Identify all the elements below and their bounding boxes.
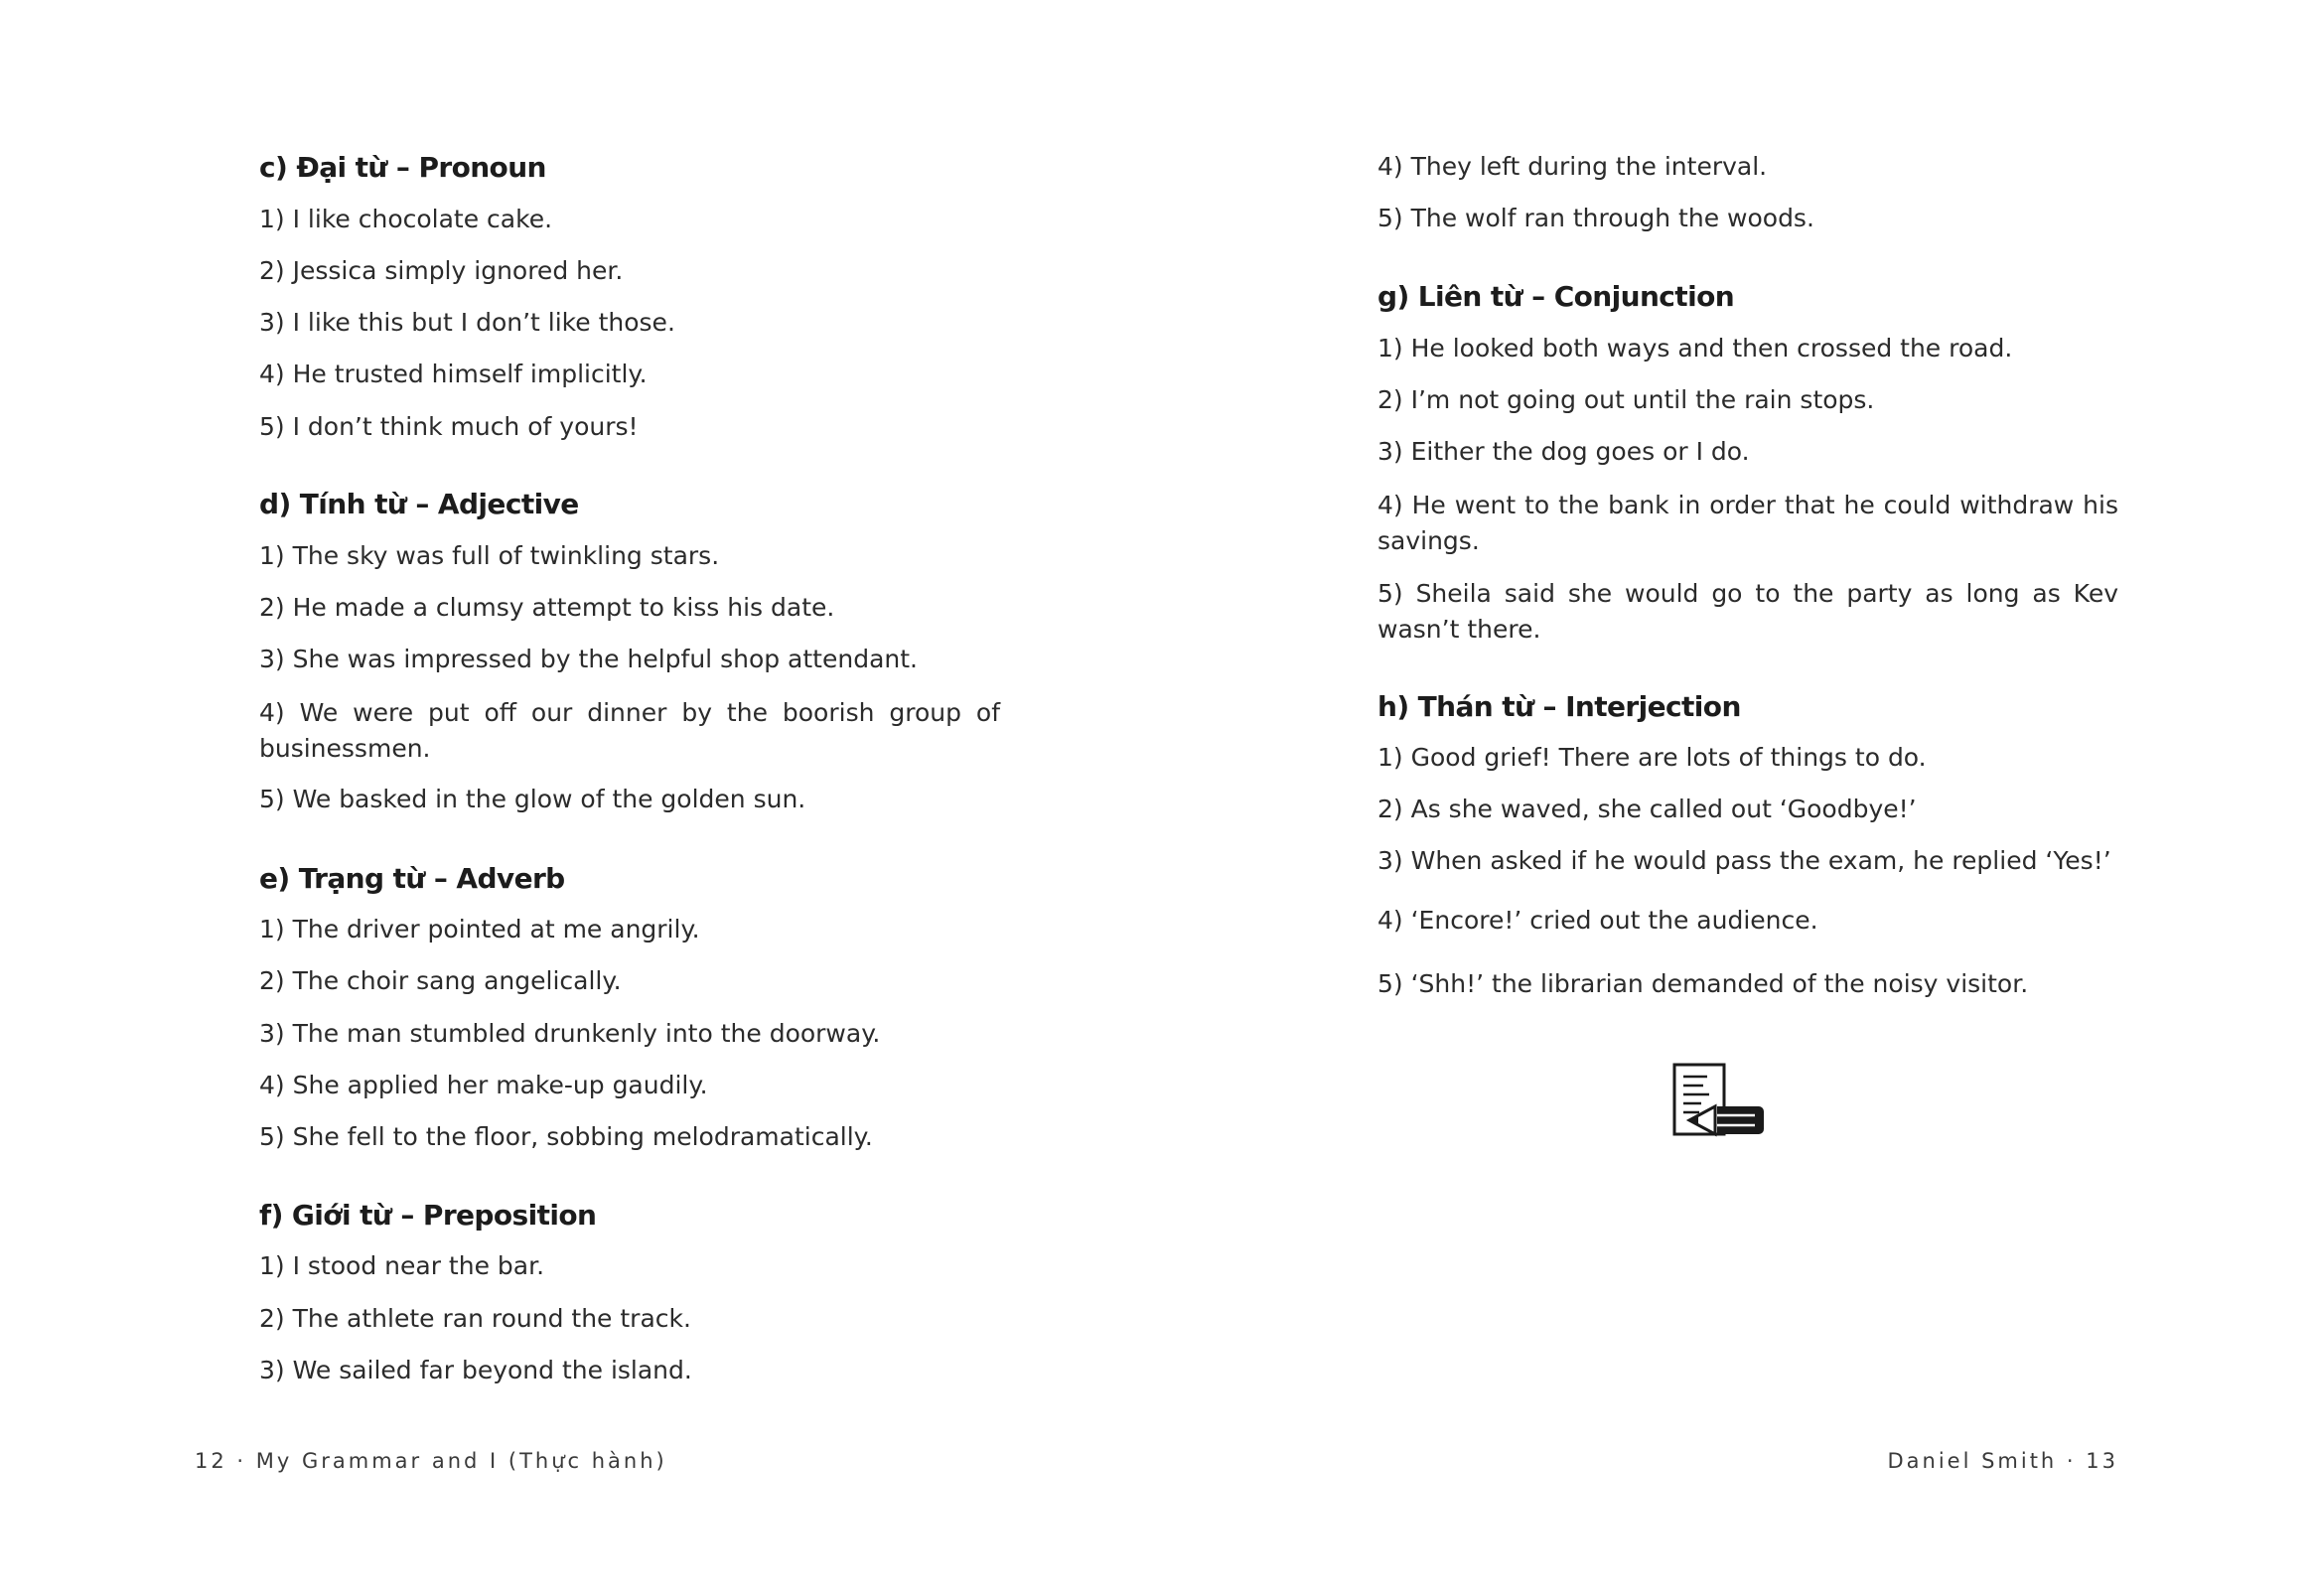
list-item: 5) Sheila said she would go to the party as long as Kev wasn’t there. <box>1377 579 2118 644</box>
document-pencil-icon <box>1671 1062 1765 1139</box>
section-heading-interjection: h) Thán từ – Interjection <box>1377 690 1741 723</box>
section-heading-adjective: d) Tính từ – Adjective <box>259 488 579 520</box>
list-item: 4) They left during the interval. <box>1377 152 1768 181</box>
list-item: 1) He looked both ways and then crossed the road. <box>1377 334 2013 363</box>
list-item: 3) We sailed far beyond the island. <box>259 1356 692 1384</box>
list-item: 3) Either the dog goes or I do. <box>1377 437 1750 466</box>
section-heading-pronoun: c) Đại từ – Pronoun <box>259 151 546 184</box>
left-page <box>0 0 1157 1596</box>
section-heading-conjunction: g) Liên từ – Conjunction <box>1377 280 1735 313</box>
list-item: 5) I don’t think much of yours! <box>259 412 639 441</box>
list-item: 4) He went to the bank in order that he could withdraw his savings. <box>1377 491 2118 555</box>
list-item: 3) I like this but I don’t like those. <box>259 308 675 337</box>
right-page <box>1157 0 2315 1596</box>
list-item: 4) We were put off our dinner by the boorish group of businessmen. <box>259 698 1000 763</box>
list-item: 5) The wolf ran through the woods. <box>1377 204 1814 232</box>
list-item: 1) I stood near the bar. <box>259 1251 545 1280</box>
list-item: 2) I’m not going out until the rain stops. <box>1377 385 1875 414</box>
list-item: 4) ‘Encore!’ cried out the audience. <box>1377 906 1818 935</box>
section-heading-adverb: e) Trạng từ – Adverb <box>259 862 565 895</box>
list-item: 5) We basked in the glow of the golden sun. <box>259 785 806 813</box>
list-item: 3) When asked if he would pass the exam, he replied ‘Yes!’ <box>1377 846 2111 875</box>
page-footer-right: Daniel Smith · 13 <box>1887 1449 2118 1473</box>
list-item: 2) He made a clumsy attempt to kiss his date. <box>259 593 835 622</box>
list-item: 5) She fell to the floor, sobbing melodramatically. <box>259 1122 873 1151</box>
list-item: 1) I like chocolate cake. <box>259 205 553 233</box>
list-item: 3) The man stumbled drunkenly into the doorway. <box>259 1019 881 1048</box>
list-item: 4) He trusted himself implicitly. <box>259 360 648 388</box>
list-item: 2) Jessica simply ignored her. <box>259 256 624 285</box>
page-footer-left: 12 · My Grammar and I (Thực hành) <box>195 1449 667 1473</box>
list-item: 2) The athlete ran round the track. <box>259 1304 691 1333</box>
list-item: 4) She applied her make-up gaudily. <box>259 1071 708 1099</box>
list-item: 1) Good grief! There are lots of things to do. <box>1377 743 1927 772</box>
list-item: 3) She was impressed by the helpful shop attendant. <box>259 645 918 673</box>
list-item: 5) ‘Shh!’ the librarian demanded of the noisy visitor. <box>1377 969 2029 998</box>
list-item: 1) The sky was full of twinkling stars. <box>259 541 720 570</box>
list-item: 2) The choir sang angelically. <box>259 966 622 995</box>
list-item: 2) As she waved, she called out ‘Goodbye!’ <box>1377 795 1917 823</box>
section-heading-preposition: f) Giới từ – Preposition <box>259 1199 597 1232</box>
list-item: 1) The driver pointed at me angrily. <box>259 915 700 943</box>
